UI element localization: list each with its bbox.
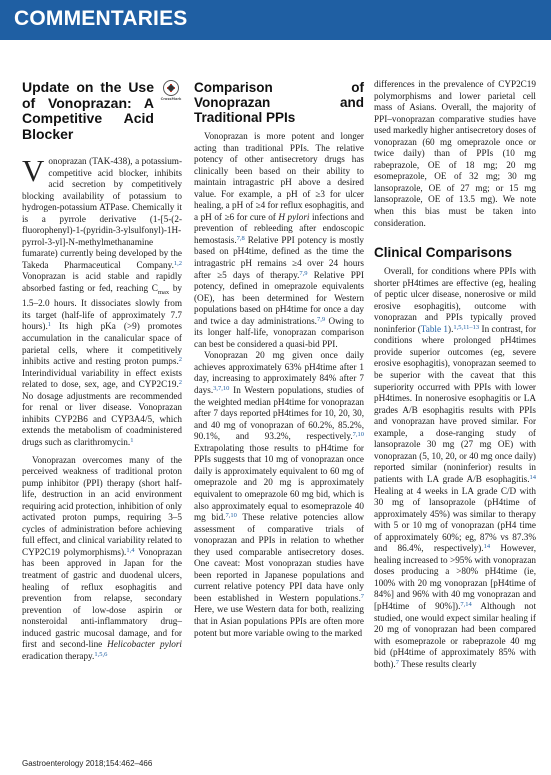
paragraph: Vonoprazan (TAK-438), a potassium-competitive acid blocker, inhibits acid secretion by competitively blocking availability of potassium to hydrogen-potassium ATPase. Chemically it is a pyrrole derivative (1-[5-(2-fluorophenyl)-1-(pyridin-3-ylsulfonyl)-1H-pyrrol-3-yl]-N-methylmethanamine fumarate) currently being developed by the Takeda Pharmaceutical Company.$^{1,2}$ Vonoprazan is acid stable and rapidly absorbed fasting or fed, reaching $C_{max}$ by 1.5–2.0 hours. It dissociates slowly from its target (half-life of approximately 7.7 hours).$^1$ Its high pKa (>9) promotes accumulation in the canalicular space of parietal cells, where it competitively inhibits active and resting proton pumps.$^2$ Interindividual variability in effect exists related to dose, sex, age, and CYP2C19.$^2$ No dosage adjustments are recommended for renal or liver disease. Vonoprazan inhibits CYP2B6 and CYP3A4/5, which extends the metabolism of coadministered drugs such as clarithromycin.$^1$ [22,153,183,447]
paragraph: Vonoprazan 20 mg given once daily achieves approximately 63% pH4time after 1 day, increasing to approximately 84% after 7 days.$^{3,7,10}$ In Western populations, studies of the weighted median pH4time for vonoprazan after 7 days reported pH4times for 10, 20, 30, and 40 mg of vonoprazan of 60.2%, 85.2%, 90.1%, and 93.2%, respectively.$^{7,10}$ Extrapolating those results to pH4time for PPIs suggests that 10 mg of vonoprazan once daily is approximately equivalent to 60 mg of omeprazole and 20 mg is approximately equivalent to omeprazole 60 mg bid, which is also approximately equal to esomeprazole 40 mg bid.$^{7,10}$ These relative potencies allow assessment of comparative trials of vonoprazan and PPIs in relation to whether they used comparable antisecretory doses. One caveat: Most vonoprazan studies have been reported in Japanese populations and current relative potency PPI data have only been established in Western populations.$^7$ Here, we use Western data for both, realizing that in Asian populations PPIs are often more potent but more variable owing to the marked [194,350,364,638]
citation-ref[interactable]: 7,8 [236,234,245,242]
article-title [22,80,182,142]
paragraph: Overall, for conditions where PPIs with shorter pH4times are effective (eg, healing of peptic ulcer disease, nonerosive or mild erosive esophagitis), outcome with vonoprazan and PPIs typically proved noninferior (Table 1).$^{1,5,11-13}$ In contrast, for conditions where prolonged pH4times provide superior outcomes (eg, severe erosive esophagitis), vonoprazan seemed to be superior with the caveat that this superiority occurred with PPIs with lower pH4times. In nonerosive esophagitis or LA grades A/B esophagitis results with PPIs and vonoprazan have proved similar. For example, a dose-ranging study of lansoprazole 30 mg (27 mg OE) with vonoprazan (5, 10, 20, or 40 mg once daily) reported similar (noninferior) results in patients with LA grade A/B esophagitis.$^{14}$ Healing at 4 weeks in LA grade C/D with 30 mg of lansoprazole (pH4time of approximately 45%) was similar to therapy with 5 or 10 mg of vonoprazan (pH4 time of approximately 60%; eg, 87% vs 87.3% and 86.4%, respectively).$^{14}$ However, healing increased to >95% with vonoprazan doses producing a >80% pH4time (ie, 100% with 20 mg vonoprazan [pH4time of 84%] and 96% with 40 mg vonoprazan and [pH4time of 90%]).$^{7,14}$ Although not studied, one would expect similar healing if 20 mg of vonoprazan had been compared with esomeprazole or rabeprazole 40 mg bid (pH4time of approximately 85% with both).$^7$ These results clearly [374,266,537,669]
article-title-text: Update on the Use of Vonoprazan: A Competitive Acid Blocker [22,79,154,142]
citation-ref[interactable]: 14 [483,543,491,551]
citation-ref[interactable]: 2 [178,356,182,364]
citation-ref[interactable]: 1 [47,321,52,329]
citation-ref[interactable]: 7 [360,592,364,600]
citation-ref[interactable]: 1 [130,436,134,444]
citation-ref[interactable]: 1,4 [126,546,135,554]
column-3 [374,79,536,670]
citation-ref[interactable]: 7 [395,658,399,666]
paragraph: Vonoprazan is more potent and longer acting than traditional PPIs. The relative potency of other antisecretory drugs has clinically been based on their ability to maintain intragastric pH above a desired value. For example, a pH of ≥3 for ulcer healing, a pH of ≥4 for reflux esophagitis, and a pH of ≥6 for cure of H pylori infections and prevention of rebleeding after endoscopic hemostasis.$^{7,8}$ Relative PPI potency is mostly based on pH4time, defined as the time the intragastric pH remains ≥4 over 24 hours after ≥5 days of therapy.$^{7,9}$ Relative PPI potency, defined in omeprazole equivalents (OE), has been determined for Western populations based on pH4time for once a day and twice a day administrations.$^{7,9}$ Owing to its longer half-life, vonoprazan comparison can best be considered a quasi-bid PPI. [194,131,365,349]
section-title: COMMENTARIES [14,7,188,30]
section-heading: Clinical Comparisons [374,245,513,261]
citation-ref[interactable]: 2 [178,379,182,387]
citation-ref[interactable]: 7,9 [316,315,326,323]
column-1 [22,80,182,662]
citation-ref[interactable]: 7,10 [352,431,364,439]
section-banner [0,0,551,40]
citation-ref[interactable]: 7,9 [299,269,308,277]
paragraph: differences in the prevalence of CYP2C19 polymorphisms and lower parietal cell mass of Asians. Overall, the majority of PPI–vonoprazan comparative studies have used markedly higher antisecretory doses of vonoprazan (60 mg omeprazole once or twice daily) than of PPIs (10 mg rabeprazole, OE of 18 mg; 20 mg esomeprazole, OE of 32 mg; 30 mg lansoprazole, OE of 27 mg; or 15 mg lansoprazole, OE of 13.5 mg). We note when this bias must be taken into consideration. [374,79,537,228]
column-2 [194,80,364,639]
crossmark-label: CrossMark [160,97,182,101]
journal-citation: Gastroenterology 2018;154:462–466 [22,759,153,768]
citation-ref[interactable]: 1,2 [173,259,182,267]
citation-ref[interactable]: 7,14 [460,600,472,608]
section-heading: Comparison of Vonoprazan and Traditional PPIs [194,80,364,125]
paragraph: Vonoprazan overcomes many of the perceived weakness of traditional proton pump inhibitor (PPI) therapy (short half-life, destruction in an acid environment requiring acid protection, inhibition of only activated proton pumps, requiring 3–5 cycles of administration before achieving full effect, and clinical variability related to CYP2C19 polymorphisms).$^{1,4}$ Vonoprazan has been approved in Japan for the treatment of gastric and duodenal ulcers, healing of reflux esophagitis and prevention from relapse, secondary prevention of low-dose aspirin or nonsteroidal anti-inflammatory drug–induced gastric mucosal damage, and for first and second-line Helicobacter pylori eradication therapy.$^{1,5,6}$ [22,454,183,661]
citation-ref[interactable]: 14 [529,473,536,481]
citation-ref[interactable]: 1,5,6 [94,650,108,658]
citation-ref[interactable]: 1,5,11–13 [453,323,480,331]
drop-cap: V [22,153,45,188]
citation-ref[interactable]: 3,7,10 [213,385,230,393]
crossmark-icon[interactable] [162,80,180,102]
citation-ref[interactable]: 7,10 [225,512,237,520]
table-link[interactable]: Table 1 [420,323,449,334]
